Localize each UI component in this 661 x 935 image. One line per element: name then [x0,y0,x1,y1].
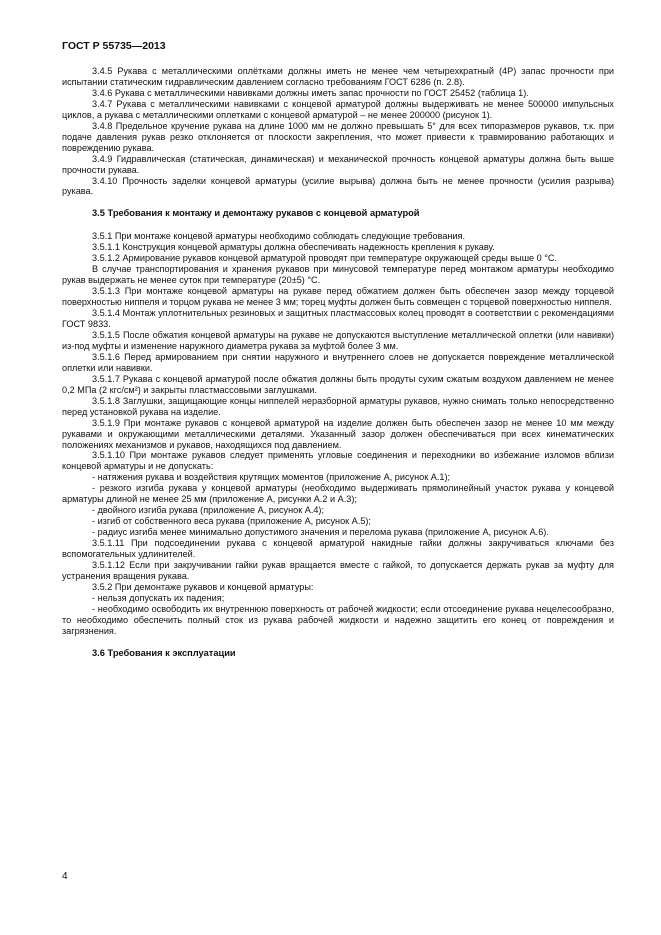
paragraph: 3.5.1.1 Конструкция концевой арматуры должна обеспечивать надежность крепления к рукаву. [92,242,495,253]
paragraph: 3.5.1.8 Заглушки, защищающие концы ниппелей неразборной арматуры рукавов, нужно снимать только непосредственно перед установкой рукава на изделие. [62,395,614,417]
paragraph: - натяжения рукава и воздействия крутящих моментов (приложение А, рисунок А.1); [92,472,451,483]
paragraph: 3.4.10 Прочность заделки концевой арматуры (усилие вырыва) должна быть не менее прочности (усилия разрыва) рукава. [62,175,614,197]
paragraph: 3.5.1.10 При монтаже рукавов следует применять угловые соединения и переходники во избежание изломов вблизи концевой арматуры и не допускать: [62,450,614,472]
standard-header: ГОСТ Р 55735—2013 [62,40,166,52]
paragraph: 3.5.1.3 При монтаже концевой арматуры на рукаве перед обжатием должен быть обеспечен зазор между торцевой поверхностью ниппеля и торцом рукава не менее 3 мм; торец муфты должен быть совмещен с торцевой поверхностью ниппеля. [62,286,614,308]
paragraph: 3.5.1.7 Рукава с концевой арматурой после обжатия должны быть продуты сухим сжатым воздухом давлением не менее 0,2 МПа (2 кгс/см²) и закрыты пластмассовыми заглушками. [62,373,614,395]
paragraph: - изгиб от собственного веса рукава (приложение А, рисунок А.5); [92,516,371,527]
document-body [62,66,614,671]
paragraph: 3.5.1.12 Если при закручивании гайки рукав вращается вместе с гайкой, то допускается держать рукав за муфту для устранения вращения рукава. [62,559,614,581]
paragraph: - резкого изгиба рукава у концевой арматуры (необходимо выдерживать прямолинейный участок рукава у концевой арматуры длиной не менее 25 мм (приложение А, рисунки А.2 и А.3); [62,483,614,505]
paragraph: - нельзя допускать их падения; [92,592,225,603]
paragraph: 3.5.2 При демонтаже рукавов и концевой арматуры: [92,581,314,592]
paragraph: 3.5.1.9 При монтаже рукавов с концевой арматурой на изделие должен быть обеспечен зазор не менее 10 мм между рукавами и окружающими металлическими деталями. Указанный зазор должен обеспечиваться при всех кинематических положениях механизмов и рукавов, находящихся под давлением. [62,417,614,450]
paragraph: 3.5.1.6 Перед армированием при снятии наружного и внутреннего слоев не допускается повреждение металлической оплетки или навивки. [62,351,614,373]
paragraph: 3.4.5 Рукава с металлическими оплётками должны иметь не менее чем четырехкратный (4P) запас прочности при испытании статическим гидравлическим давлением согласно требованиям ГОСТ 6286 (п. 2.8). [62,66,614,87]
paragraph: 3.4.7 Рукава с металлическими навивками с концевой арматурой должны выдерживать не менее 500000 импульсных циклов, а рукава с металлическими оплетками с концевой арматурой – не менее 200000 (рисунок 1). [62,98,614,120]
paragraph: 3.5.1 При монтаже концевой арматуры необходимо соблюдать следующие требования. [92,231,466,242]
paragraph: 3.5.1.5 После обжатия концевой арматуры на рукаве не допускаются выступление металлической оплетки (или навивки) из-под муфты и изменение наружного диаметра рукава за муфтой более 3 мм. [62,329,614,351]
paragraph: 3.4.8 Предельное кручение рукава на длине 1000 мм не должно превышать 5° для всех типоразмеров рукавов, т.к. при подаче давления рукав резко отклоняется от плоскости закрепления, что может привести к травмированию работающих и повреждению рукава. [62,120,614,153]
paragraph: 3.5.1.2 Армирование рукавов концевой арматурой проводят при температуре окружающей среды выше 0 °С. [92,253,558,264]
paragraph: 3.4.6 Рукава с металлическими навивками должны иметь запас прочности по ГОСТ 25452 (таблица 1). [92,87,529,98]
paragraph: 3.5.1.4 Монтаж уплотнительных резиновых и защитных пластмассовых колец проводят в соответствии с рекомендациями ГОСТ 9833. [62,308,614,330]
paragraph: 3.4.9 Гидравлическая (статическая, динамическая) и механической прочность концевой арматуры должна быть выше прочности рукава. [62,153,614,175]
section-heading: 3.6 Требования к эксплуатации [92,647,236,658]
paragraph: 3.5.1.11 При подсоединении рукава с концевой арматурой накидные гайки должны закручиваться ключами без вспомогательных удлинителей. [62,538,614,560]
paragraph: В случае транспортирования и хранения рукавов при минусовой температуре перед монтажом арматуры необходимо рукав выдержать не менее суток при температуре (20±5) °С. [62,264,614,286]
paragraph: - необходимо освободить их внутреннюю поверхность от рабочей жидкости; если отсоединение рукава нецелесообразно, то необходимо обеспечить полный сток из рукава рабочей жидкости и надежно защитить его конец от повреждения и загрязнения. [62,603,614,636]
section-heading: 3.5 Требования к монтажу и демонтажу рукавов с концевой арматурой [92,208,420,219]
paragraph: - двойного изгиба рукава (приложение А, рисунок А.4); [92,505,325,516]
paragraph: - радиус изгиба менее минимально допустимого значения и перелома рукава (приложение А, рисунок А.6). [92,527,549,538]
page-number: 4 [62,871,68,882]
